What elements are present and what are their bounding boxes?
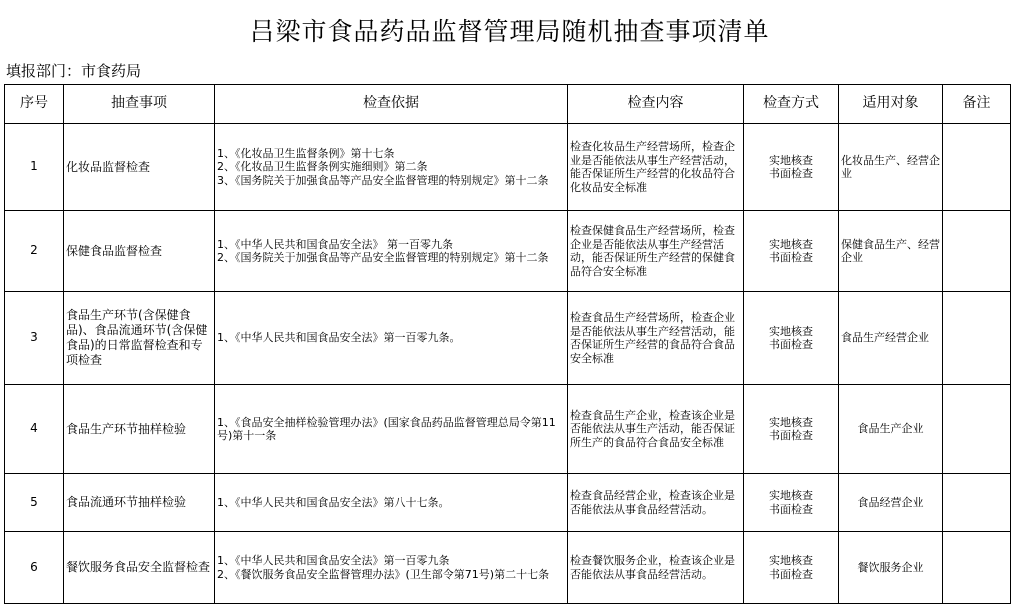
row-target: 食品经营企业 — [839, 474, 943, 532]
row-seq: 1 — [5, 124, 64, 211]
row-method: 实地核查 书面检查 — [744, 385, 839, 474]
row-basis: 1、《中华人民共和国食品安全法》第八十七条。 — [215, 474, 568, 532]
row-content: 检查食品生产经营场所，检查企业是否能依法从事生产经营活动，能否保证所生产经营的食品符合食品安全标准 — [568, 292, 744, 385]
row-note — [943, 385, 1011, 474]
row-content: 检查食品生产企业，检查该企业是否能依法从事生产活动，能否保证所生产的食品符合食品安全标准 — [568, 385, 744, 474]
table-row — [5, 532, 1011, 604]
page-title: 吕梁市食品药品监督管理局随机抽查事项清单 — [249, 17, 770, 46]
department-label: 填报部门：市食药局 — [6, 62, 142, 80]
row-note — [943, 532, 1011, 604]
header-note: 备注 — [943, 85, 1011, 124]
row-item: 食品生产环节抽样检验 — [64, 385, 215, 474]
inspection-table — [4, 84, 1011, 604]
table-row — [5, 124, 1011, 211]
table-header-row — [5, 85, 1011, 124]
row-note — [943, 211, 1011, 292]
header-item: 抽查事项 — [64, 85, 215, 124]
row-seq: 4 — [5, 385, 64, 474]
row-basis: 1、《中华人民共和国食品安全法》第一百零九条 2、《餐饮服务食品安全监督管理办法》(卫生部令第71号)第二十七条 — [215, 532, 568, 604]
row-item: 化妆品监督检查 — [64, 124, 215, 211]
table-row — [5, 385, 1011, 474]
row-item: 餐饮服务食品安全监督检查 — [64, 532, 215, 604]
table-row — [5, 292, 1011, 385]
row-content: 检查餐饮服务企业，检查该企业是否能依法从事食品经营活动。 — [568, 532, 744, 604]
row-target: 餐饮服务企业 — [839, 532, 943, 604]
table-row — [5, 474, 1011, 532]
row-method: 实地核查 书面检查 — [744, 124, 839, 211]
row-note — [943, 124, 1011, 211]
row-basis: 1、《中华人民共和国食品安全法》 第一百零九条 2、《国务院关于加强食品等产品安全监督管理的特别规定》第十二条 — [215, 211, 568, 292]
row-content: 检查食品经营企业，检查该企业是否能依法从事食品经营活动。 — [568, 474, 744, 532]
header-seq: 序号 — [5, 85, 64, 124]
row-seq: 2 — [5, 211, 64, 292]
header-content: 检查内容 — [568, 85, 744, 124]
row-method: 实地核查 书面检查 — [744, 474, 839, 532]
row-method: 实地核查 书面检查 — [744, 532, 839, 604]
row-seq: 3 — [5, 292, 64, 385]
row-item: 食品生产环节(含保健食品)、食品流通环节(含保健食品)的日常监督检查和专项检查 — [64, 292, 215, 385]
row-basis: 1、《化妆品卫生监督条例》第十七条 2、《化妆品卫生监督条例实施细则》第二条 3、《国务院关于加强食品等产品安全监督管理的特别规定》第十二条 — [215, 124, 568, 211]
row-content: 检查保健食品生产经营场所，检查企业是否能依法从事生产经营活动，能否保证所生产经营的保健食品符合安全标准 — [568, 211, 744, 292]
row-seq: 6 — [5, 532, 64, 604]
row-note — [943, 474, 1011, 532]
row-seq: 5 — [5, 474, 64, 532]
row-note — [943, 292, 1011, 385]
row-target: 化妆品生产、经营企业 — [839, 124, 943, 211]
header-method: 检查方式 — [744, 85, 839, 124]
row-content: 检查化妆品生产经营场所，检查企业是否能依法从事生产经营活动，能否保证所生产经营的化妆品符合化妆品安全标准 — [568, 124, 744, 211]
row-basis: 1、《食品安全抽样检验管理办法》(国家食品药品监督管理总局令第11号)第十一条 — [215, 385, 568, 474]
row-target: 食品生产企业 — [839, 385, 943, 474]
table-row — [5, 211, 1011, 292]
row-target: 食品生产经营企业 — [839, 292, 943, 385]
row-method: 实地核查 书面检查 — [744, 211, 839, 292]
header-basis: 检查依据 — [215, 85, 568, 124]
row-target: 保健食品生产、经营企业 — [839, 211, 943, 292]
header-target: 适用对象 — [839, 85, 943, 124]
row-item: 食品流通环节抽样检验 — [64, 474, 215, 532]
row-basis: 1、《中华人民共和国食品安全法》第一百零九条。 — [215, 292, 568, 385]
row-method: 实地核查 书面检查 — [744, 292, 839, 385]
row-item: 保健食品监督检查 — [64, 211, 215, 292]
